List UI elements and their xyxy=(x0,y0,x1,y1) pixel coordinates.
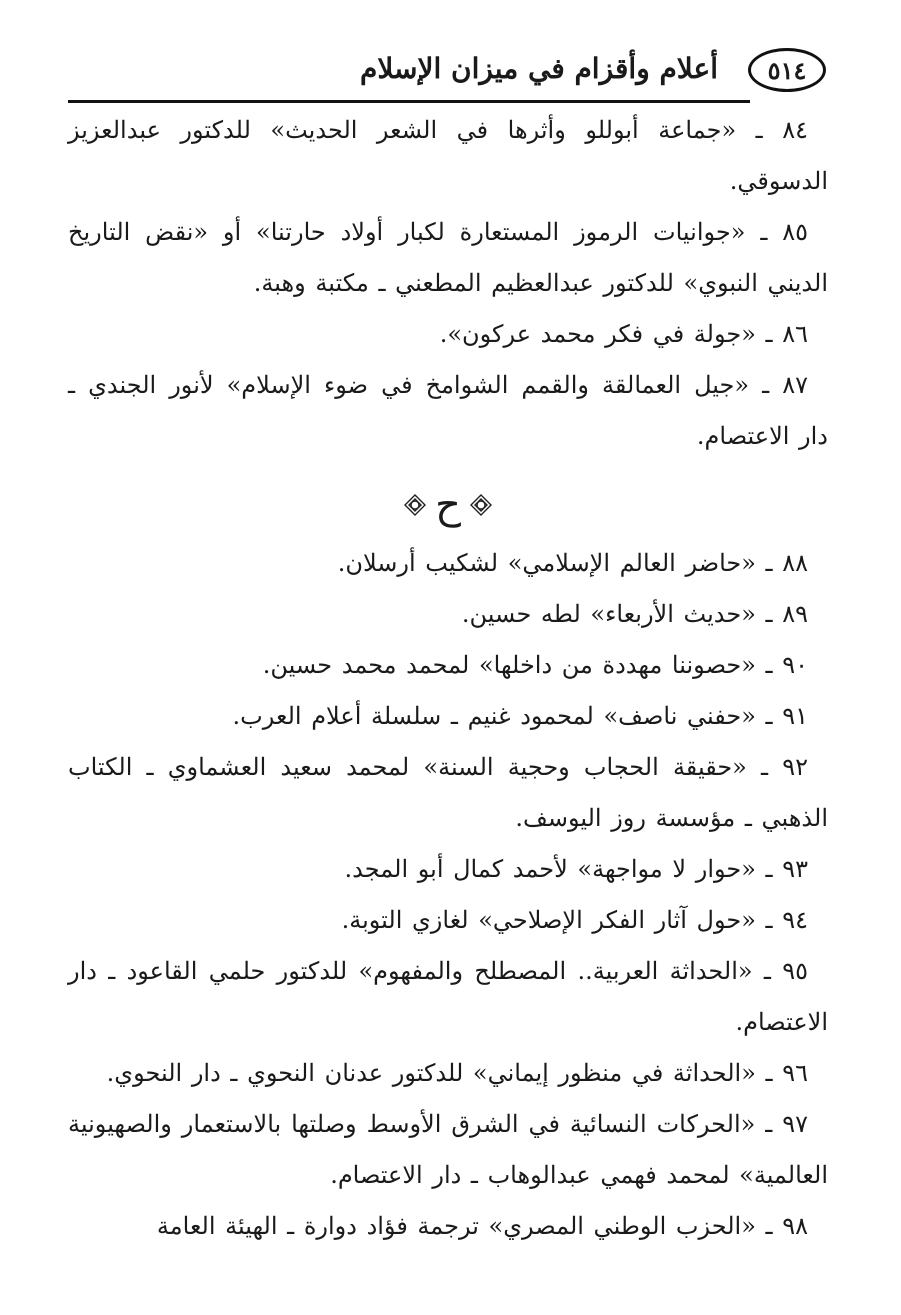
entry-number: ٨٨ ـ xyxy=(765,549,808,577)
entry-number: ٩٨ ـ xyxy=(765,1212,808,1240)
bibliography-entry xyxy=(68,360,828,462)
entries-group-jim xyxy=(68,105,828,462)
page-header xyxy=(60,40,826,102)
left-ornament-icon xyxy=(403,493,427,517)
header-rule xyxy=(68,100,750,103)
entry-number: ٨٧ ـ xyxy=(762,371,808,399)
entry-number: ٩٧ ـ xyxy=(765,1110,808,1138)
section-letter: ح xyxy=(435,482,461,528)
bibliography-entry xyxy=(68,742,828,844)
entry-number: ٩٥ ـ xyxy=(763,957,809,985)
entries-group-ha xyxy=(68,538,828,1252)
page-content xyxy=(68,105,828,1252)
bibliography-entry xyxy=(68,309,828,360)
bibliography-entry xyxy=(68,1048,828,1099)
bibliography-entry xyxy=(68,691,828,742)
bibliography-entry xyxy=(68,105,828,207)
entry-number: ٨٥ ـ xyxy=(760,218,808,246)
bibliography-entry xyxy=(68,640,828,691)
right-ornament-icon xyxy=(469,493,493,517)
entry-text: «حقيقة الحجاب وحجية السنة» لمحمد سعيد العشماوي ـ الكتاب الذهبي ـ مؤسسة روز اليوسف. xyxy=(68,753,828,832)
bibliography-entry xyxy=(68,1099,828,1201)
entry-text: «جولة في فكر محمد عركون». xyxy=(439,320,756,348)
section-heading xyxy=(68,474,828,536)
entry-text: «جوانيات الرموز المستعارة لكبار أولاد حارتنا» أو «نقض التاريخ الديني النبوي» للدكتور عبدالعظيم المطعني ـ مكتبة وهبة. xyxy=(68,218,828,297)
entry-number: ٨٩ ـ xyxy=(765,600,808,628)
bibliography-entry xyxy=(68,1201,828,1252)
entry-number: ٩١ ـ xyxy=(765,702,808,730)
page-number: ٥١٤ xyxy=(748,48,826,92)
entry-text: «الحداثة العربية.. المصطلح والمفهوم» للدكتور حلمي القاعود ـ دار الاعتصام. xyxy=(68,957,828,1036)
entry-text: «الحزب الوطني المصري» ترجمة فؤاد دوارة ـ الهيئة العامة xyxy=(156,1212,756,1240)
entry-number: ٩٢ ـ xyxy=(761,753,808,781)
entry-text: «حوار لا مواجهة» لأحمد كمال أبو المجد. xyxy=(344,855,756,883)
entry-text: «جماعة أبوللو وأثرها في الشعر الحديث» للدكتور عبدالعزيز الدسوقي. xyxy=(68,116,828,195)
bibliography-entry xyxy=(68,844,828,895)
entry-text: «حصوننا مهددة من داخلها» لمحمد محمد حسين. xyxy=(262,651,756,679)
bibliography-entry xyxy=(68,207,828,309)
entry-number: ٩٦ ـ xyxy=(765,1059,808,1087)
entry-number: ٩٠ ـ xyxy=(765,651,808,679)
entry-text: «الحركات النسائية في الشرق الأوسط وصلتها بالاستعمار والصهيونية العالمية» لمحمد فهمي عبدالوهاب ـ دار الاعتصام. xyxy=(68,1110,828,1189)
entry-text: «جيل العمالقة والقمم الشوامخ في ضوء الإسلام» لأنور الجندي ـ دار الاعتصام. xyxy=(68,371,828,450)
entry-text: «الحداثة في منظور إيماني» للدكتور عدنان النحوي ـ دار النحوي. xyxy=(106,1059,756,1087)
book-title: أعلام وأقزام في ميزان الإسلام xyxy=(360,52,718,85)
entry-text: «حديث الأربعاء» لطه حسين. xyxy=(461,600,756,628)
entry-number: ٩٤ ـ xyxy=(765,906,808,934)
entry-number: ٨٤ ـ xyxy=(755,116,808,144)
bibliography-entry xyxy=(68,946,828,1048)
entry-number: ٩٣ ـ xyxy=(765,855,808,883)
bibliography-entry xyxy=(68,589,828,640)
entry-text: «حاضر العالم الإسلامي» لشكيب أرسلان. xyxy=(337,549,756,577)
entry-text: «حول آثار الفكر الإصلاحي» لغازي التوبة. xyxy=(341,906,756,934)
entry-text: «حفني ناصف» لمحمود غنيم ـ سلسلة أعلام العرب. xyxy=(232,702,756,730)
bibliography-entry xyxy=(68,895,828,946)
entry-number: ٨٦ ـ xyxy=(765,320,808,348)
bibliography-entry xyxy=(68,538,828,589)
